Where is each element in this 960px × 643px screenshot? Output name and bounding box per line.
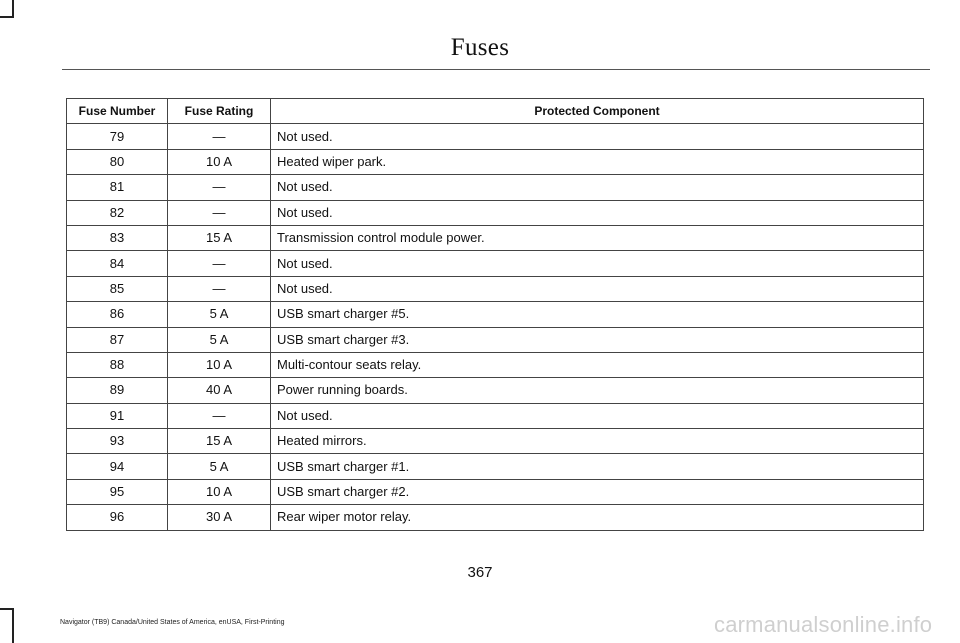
table-row (67, 429, 924, 454)
table-row (67, 225, 924, 250)
fuse-rating-cell: 40 A (168, 378, 271, 403)
protected-component-cell: Multi-contour seats relay. (271, 352, 924, 377)
fuse-number-cell: 83 (67, 225, 168, 250)
document-info: Navigator (TB9) Canada/United States of America, enUSA, First-Printing (60, 619, 285, 626)
fuse-number-cell: 93 (67, 429, 168, 454)
fuse-number-cell: 95 (67, 479, 168, 504)
protected-component-cell: Not used. (271, 251, 924, 276)
crop-mark-bottom-left-v (12, 608, 14, 643)
table-row (67, 403, 924, 428)
table-row (67, 327, 924, 352)
table-row (67, 276, 924, 301)
protected-component-cell: Transmission control module power. (271, 225, 924, 250)
table-row (67, 124, 924, 149)
table-row (67, 479, 924, 504)
fuse-number-cell: 80 (67, 149, 168, 174)
fuse-rating-cell: 5 A (168, 454, 271, 479)
protected-component-cell: Not used. (271, 200, 924, 225)
protected-component-cell: USB smart charger #2. (271, 479, 924, 504)
protected-component-cell: Not used. (271, 403, 924, 428)
header-fuse-rating: Fuse Rating (168, 99, 271, 124)
table-row (67, 302, 924, 327)
table-row (67, 454, 924, 479)
watermark: carmanualsonline.info (714, 612, 933, 637)
fuse-number-cell: 85 (67, 276, 168, 301)
fuse-number-cell: 84 (67, 251, 168, 276)
fuse-rating-cell: 30 A (168, 505, 271, 530)
fuse-rating-cell: — (168, 403, 271, 428)
fuse-rating-cell: — (168, 200, 271, 225)
crop-mark-bottom-left-h (0, 608, 14, 610)
table-row (67, 200, 924, 225)
table-header-row (67, 99, 924, 124)
protected-component-cell: Power running boards. (271, 378, 924, 403)
crop-mark-top-left-h (0, 16, 14, 18)
fuse-number-cell: 87 (67, 327, 168, 352)
fuse-rating-cell: 15 A (168, 225, 271, 250)
page-title: Fuses (450, 34, 510, 61)
header-fuse-number: Fuse Number (67, 99, 168, 124)
table-row (67, 505, 924, 530)
fuse-rating-cell: — (168, 124, 271, 149)
fuse-number-cell: 86 (67, 302, 168, 327)
fuse-number-cell: 79 (67, 124, 168, 149)
fuse-rating-cell: — (168, 175, 271, 200)
page-number: 367 (467, 564, 493, 581)
fuse-rating-cell: 10 A (168, 149, 271, 174)
fuse-number-cell: 88 (67, 352, 168, 377)
title-divider (62, 69, 930, 70)
fuse-rating-cell: 15 A (168, 429, 271, 454)
protected-component-cell: Not used. (271, 175, 924, 200)
fuse-rating-cell: — (168, 276, 271, 301)
fuse-number-cell: 94 (67, 454, 168, 479)
fuse-table (66, 98, 924, 531)
fuse-number-cell: 89 (67, 378, 168, 403)
fuse-number-cell: 96 (67, 505, 168, 530)
fuse-number-cell: 81 (67, 175, 168, 200)
header-protected-component: Protected Component (271, 99, 924, 124)
fuse-rating-cell: — (168, 251, 271, 276)
protected-component-cell: USB smart charger #5. (271, 302, 924, 327)
protected-component-cell: Rear wiper motor relay. (271, 505, 924, 530)
protected-component-cell: Heated mirrors. (271, 429, 924, 454)
protected-component-cell: Not used. (271, 276, 924, 301)
protected-component-cell: Heated wiper park. (271, 149, 924, 174)
fuse-number-cell: 91 (67, 403, 168, 428)
table-row (67, 149, 924, 174)
protected-component-cell: USB smart charger #3. (271, 327, 924, 352)
table-row (67, 352, 924, 377)
fuse-number-cell: 82 (67, 200, 168, 225)
fuse-rating-cell: 10 A (168, 352, 271, 377)
fuse-rating-cell: 5 A (168, 327, 271, 352)
fuse-rating-cell: 5 A (168, 302, 271, 327)
fuse-rating-cell: 10 A (168, 479, 271, 504)
table-row (67, 378, 924, 403)
table-row (67, 251, 924, 276)
table-row (67, 175, 924, 200)
protected-component-cell: USB smart charger #1. (271, 454, 924, 479)
protected-component-cell: Not used. (271, 124, 924, 149)
